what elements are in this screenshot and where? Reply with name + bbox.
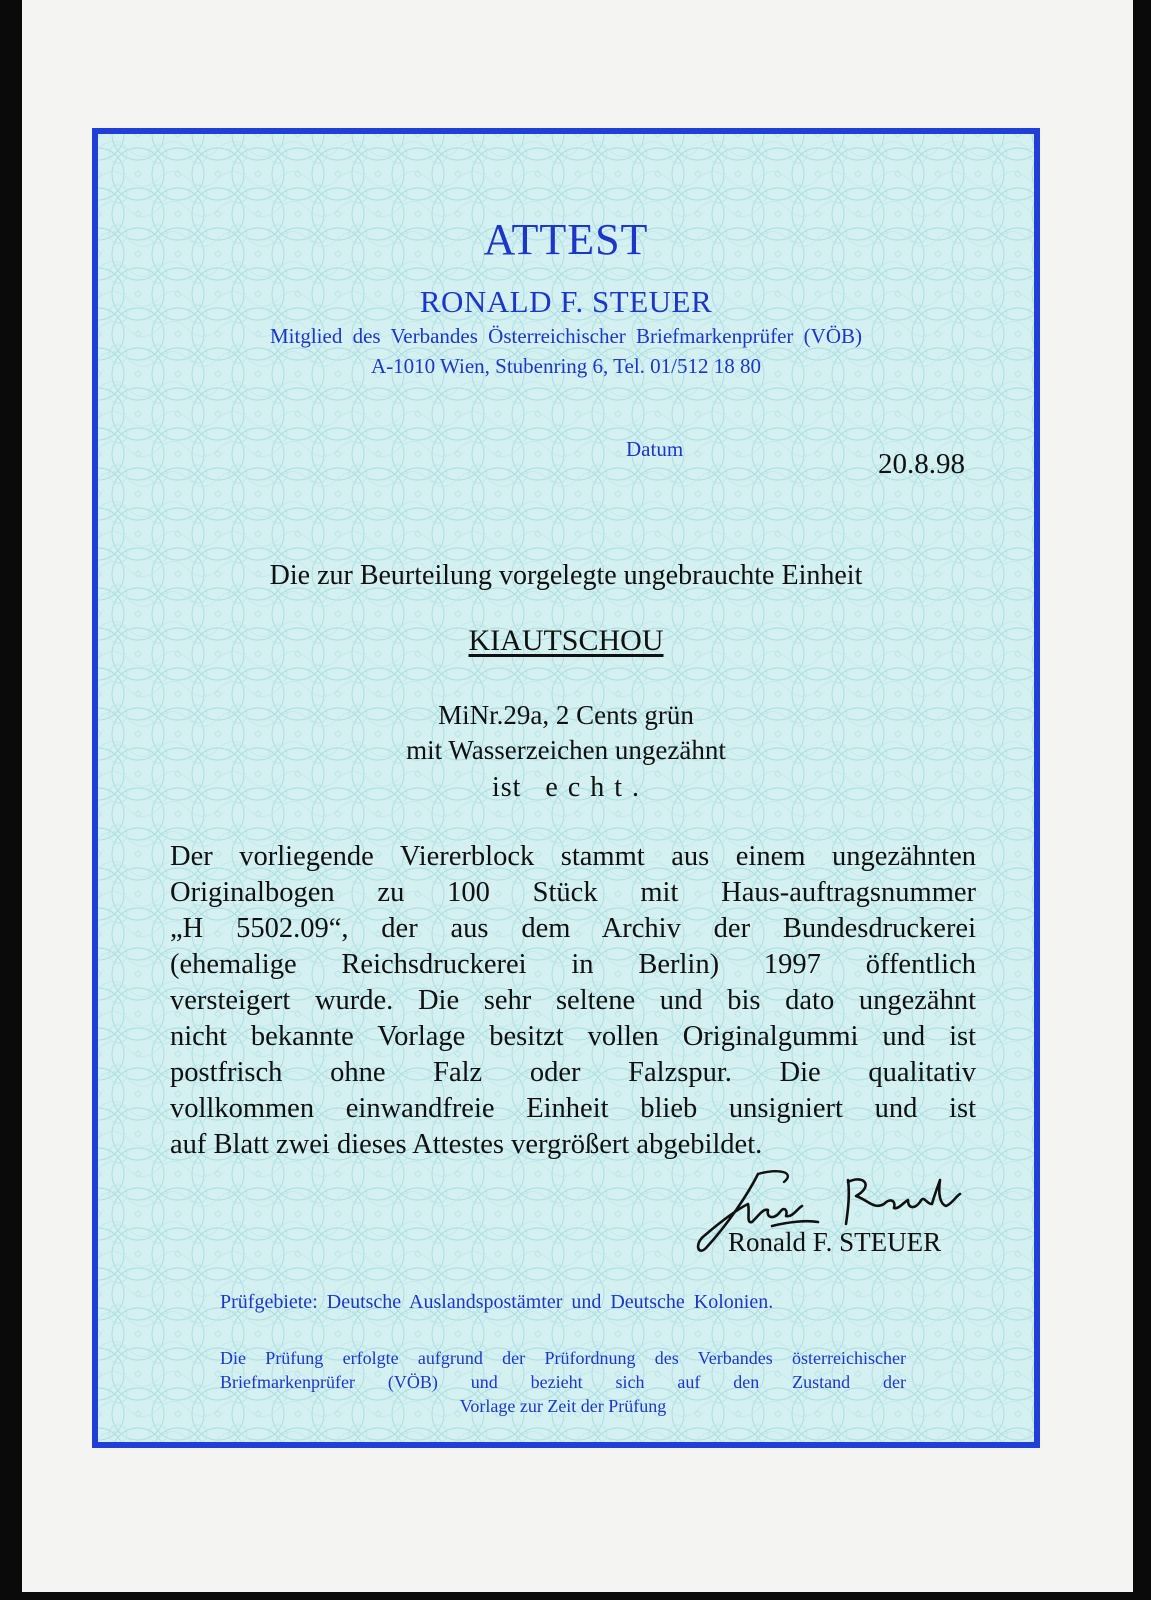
footnote-line: Briefmarkenprüfer (VÖB) und bezieht sich auf den Zustand der <box>220 1372 906 1392</box>
date-value: 20.8.98 <box>878 448 965 480</box>
body-line: versteigert wurde. Die sehr seltene und bis dato ungezähnt <box>170 985 976 1016</box>
body-line: „H 5502.09“, der aus dem Archiv der Bundesdruckerei <box>170 913 976 944</box>
certificate-frame <box>92 128 1040 1448</box>
body-line: vollkommen einwandfreie Einheit blieb unsigniert und ist <box>170 1093 976 1124</box>
examiner-name: RONALD F. STEUER <box>419 284 713 319</box>
body-line: Der vorliegende Viererblock stammt aus einem ungezähnten <box>170 841 976 872</box>
certificate-body <box>170 839 976 1163</box>
verdict-suffix: . <box>632 772 641 803</box>
footnote-line: Die Prüfung erfolgte aufgrund der Prüfordnung des Verbandes österreichischer <box>220 1348 906 1368</box>
stamp-description-1: MiNr.29a, 2 Cents grün <box>438 700 694 730</box>
signatory-name: Ronald F. STEUER <box>728 1227 942 1257</box>
verdict-word: echt <box>545 772 633 803</box>
date-label: Datum <box>626 437 684 461</box>
body-line: nicht bekannte Vorlage besitzt vollen Originalgummi und ist <box>170 1021 976 1052</box>
body-line: auf Blatt zwei dieses Attestes vergrößert abgebildet. <box>170 1129 763 1160</box>
body-line: postfrisch ohne Falz oder Falzspur. Die qualitativ <box>170 1057 976 1088</box>
intro-line: Die zur Beurteilung vorgelegte ungebrauchte Einheit <box>269 560 863 591</box>
membership-line: Mitglied des Verbandes Österreichischer Briefmarkenprüfer (VÖB) <box>270 324 862 348</box>
country-heading: KIAUTSCHOU <box>468 624 664 657</box>
footnote-line: Vorlage zur Zeit der Prüfung <box>459 1396 667 1416</box>
country-heading-wrapper <box>98 624 1034 658</box>
paper-sheet <box>22 0 1133 1592</box>
examination-areas: Prüfgebiete: Deutsche Auslandspostämter und Deutsche Kolonien. <box>220 1291 774 1313</box>
address-line: A-1010 Wien, Stubenring 6, Tel. 01/512 18 80 <box>370 354 762 378</box>
body-line: (ehemalige Reichsdruckerei in Berlin) 1997 öffentlich <box>170 949 976 980</box>
stamp-description-2: mit Wasserzeichen ungezähnt <box>406 735 726 765</box>
verdict-line <box>98 772 1034 804</box>
body-line: Originalbogen zu 100 Stück mit Haus-auftragsnummer <box>170 877 976 908</box>
certificate-title: ATTEST <box>483 215 649 264</box>
verdict-prefix: ist <box>491 772 522 803</box>
certificate-footnote <box>220 1346 906 1418</box>
